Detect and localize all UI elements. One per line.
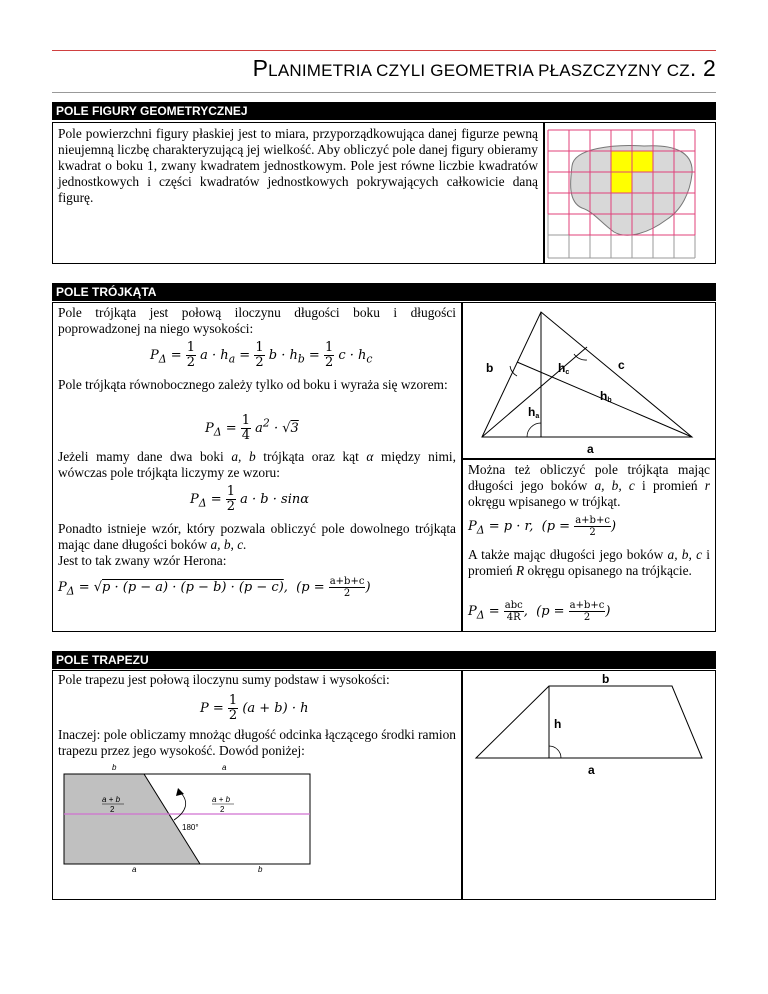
heron-formula: $P_\Delta = √p \cdot (p - a) \cdot (p - b) \cdot (p - c)$, (p = $\frac{a+b+c}{2}$ ) bbox=[58, 576, 371, 599]
label-ha: h bbox=[528, 405, 536, 419]
label-b: b bbox=[486, 361, 494, 375]
triangle-outline bbox=[482, 312, 692, 437]
proof-label-a-top: a bbox=[222, 763, 227, 772]
proof-half-right-num: a + b bbox=[212, 795, 231, 804]
label-c: c bbox=[618, 358, 625, 372]
proof-label-a-bottom: a bbox=[132, 865, 137, 872]
label-a: a bbox=[587, 442, 594, 456]
section-heading-trapezoid: POLE TRAPEZU bbox=[52, 651, 716, 669]
header-top-rule bbox=[52, 50, 716, 51]
trapezoid-proof-figure bbox=[62, 760, 312, 872]
inscribed-formula: $P_\Delta = p \cdot r$, (p = $\frac{a+b+c}{2}$ ) bbox=[468, 515, 617, 538]
unit-squares-figure bbox=[544, 122, 716, 264]
section-heading-triangle: POLE TRÓJKĄTA bbox=[52, 283, 716, 301]
trapezoid-label-b: b bbox=[602, 672, 610, 686]
triangle-formula-equilateral: $P_\Delta$ = $\frac{1}{4}$ $a^2 \cdot √3$ bbox=[205, 413, 299, 443]
trapezoid-p2: Inaczej: pole obliczamy mnożąc długość odcinka łączącego środki ramion trapezu przez jego wysokość. Dowód poniżej: bbox=[58, 727, 456, 758]
triangle-inscribed-text: Można też obliczyć pole trójkąta mając długości jego boków a, b, c i promień r okręgu wpisanego w trójkąt. bbox=[468, 462, 710, 509]
proof-label-b-top: b bbox=[112, 763, 117, 772]
proof-half-right-den: 2 bbox=[220, 805, 225, 814]
label-hc: h bbox=[558, 361, 566, 375]
triangle-circumscribed-text: A także mając długości jego boków a, b, c i promień R okręgu opisanego na trójkącie. bbox=[468, 547, 710, 578]
title-underline bbox=[52, 92, 716, 93]
svg-text:hb: hb bbox=[600, 389, 612, 404]
proof-label-b-bottom: b bbox=[258, 865, 263, 872]
trapezoid-label-h: h bbox=[554, 717, 562, 731]
proof-half-left-num: a + b bbox=[102, 795, 121, 804]
triangle-p1: Pole trójkąta jest połową iloczynu długości boku i długości poprowadzonej na niego wysokości: bbox=[58, 305, 456, 336]
height-b bbox=[482, 347, 587, 437]
triangle-p4-heron: Jest to tak zwany wzór Herona: bbox=[58, 553, 227, 568]
circumscribed-formula: $P_\Delta$ = $\frac{\text{abc}}{4R}$ , (p = $\frac{a+b+c}{2}$ ) bbox=[468, 600, 611, 623]
triangle-p4: Ponadto istnieje wzór, który pozwala obliczyć pole dowolnego trójkąta mając dane długości boków a, b, c. bbox=[58, 521, 456, 552]
trapezoid-label-a: a bbox=[588, 763, 595, 777]
triangle-p2: Pole trójkąta równobocznego zależy tylko od boku i wyraża się wzorem: bbox=[58, 377, 448, 392]
trapezoid-formula: P = $\frac{1}{2}$ (a + b) · h bbox=[200, 693, 309, 723]
section-heading-area: POLE FIGURY GEOMETRYCZNEJ bbox=[52, 102, 716, 120]
triangle-formula-sine: $P_\Delta$ = $\frac{1}{2}$ a · b · sinα bbox=[190, 484, 310, 514]
proof-angle-label: 180° bbox=[182, 823, 199, 832]
svg-text:hc: hc bbox=[558, 361, 570, 376]
area-definition-text: Pole powierzchni figury płaskiej jest to miara, przyporządkowująca danej figurze pewną nieujemną liczbę charakteryzującą jej wielkość. Aby obliczyć pole danej figury obieramy kwadrat o boku 1, zwany kwadratem jednostkowym. Pole jest równe liczbie kwadratów jednostkowych i części kwadratów jednostkowych pokrywających całkowicie daną figurę. bbox=[58, 126, 538, 205]
trapezoid-outline bbox=[476, 686, 702, 758]
right-angle-arc-a bbox=[527, 423, 541, 437]
triangle-formula-1: $P_\Delta$ = $\frac{1}{2}$ $a \cdot h_a$ = $\frac{1}{2}$ $b \cdot h_b$ = $\frac{1}{2}$ $c \cdot h_c$ bbox=[150, 340, 373, 370]
triangle-figure bbox=[462, 302, 716, 459]
trapezoid-figure bbox=[462, 670, 716, 782]
trapezoid-right-angle-arc bbox=[549, 746, 561, 758]
page-title: PLANIMETRIA CZYLI GEOMETRIA PŁASZCZYZNY CZ. 2 bbox=[252, 55, 716, 81]
proof-half-left-den: 2 bbox=[110, 805, 115, 814]
label-hb: h bbox=[600, 389, 608, 403]
svg-text:ha: ha bbox=[528, 405, 540, 420]
triangle-p3: Jeżeli mamy dane dwa boki a, b trójkąta oraz kąt α między nimi, wówczas pole trójkąta liczymy ze wzoru: bbox=[58, 449, 456, 480]
trapezoid-p1: Pole trapezu jest połową iloczynu sumy podstaw i wysokości: bbox=[58, 672, 390, 687]
